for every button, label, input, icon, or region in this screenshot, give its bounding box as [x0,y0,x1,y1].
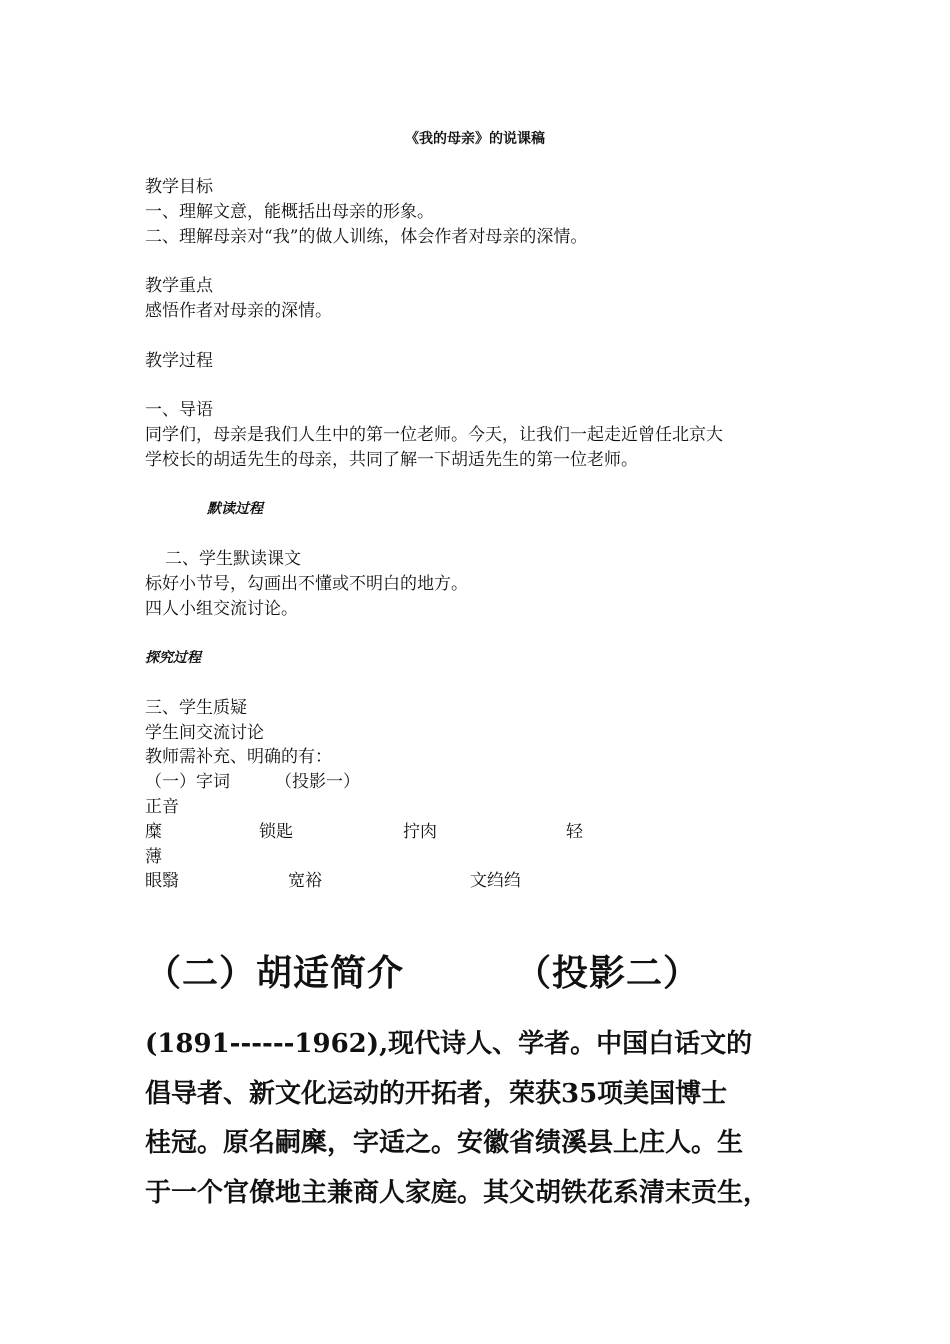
word-row [145,820,845,845]
goal-item: 二、理解母亲对“我”的做人训练，体会作者对母亲的深情。 [145,226,588,247]
word-row [145,869,845,894]
inquiry-line: 教师需补充、明确的有： [145,747,332,768]
silent-reading-label: 默读过程 [207,501,263,518]
process-heading: 教学过程 [145,350,213,371]
silent-reading-line: 标好小节号，勾画出不懂或不明白的地方。 [145,573,468,594]
word-item: 宽裕 [288,871,322,892]
projection-one: （投影一） [275,772,360,793]
focus-text: 感悟作者对母亲的深情。 [145,300,332,321]
document-title: 《我的母亲》的说课稿 [405,131,545,147]
bio-line: 于一个官僚地主兼商人家庭。其父胡铁花系清末贡生， [145,1177,770,1208]
bio-line: (1891------1962),现代诗人、学者。中国白话文的 [145,1029,753,1059]
hu-shi-bio [145,1020,845,1218]
focus-heading: 教学重点 [145,276,213,297]
silent-reading-heading: 二、学生默读课文 [165,548,301,569]
word-item: 眼翳 [145,871,179,892]
silent-reading-line: 四人小组交流讨论。 [145,598,298,619]
words-heading: （一）字词 [145,772,230,793]
word-item-wrap: 薄 [145,846,162,867]
word-item: 文绉绉 [470,871,521,892]
inquiry-label: 探究过程 [145,650,201,667]
pronunciation-label: 正音 [145,796,179,817]
word-item: 糜 [145,821,162,842]
words-heading-row [145,770,845,795]
bio-line: 桂冠。原名嗣穈，字适之。安徽省绩溪县上庄人。生 [145,1128,744,1158]
word-item: 拧肉 [403,821,437,842]
bio-line: 倡导者、新文化运动的开拓者，荣获35项美国博士 [145,1078,728,1109]
hu-shi-heading: （二）胡适简介 [145,952,405,994]
projection-two: （投影二） [515,952,701,994]
word-item: 锁匙 [259,821,293,842]
intro-heading: 一、导语 [145,400,213,421]
lesson-plan-body [145,175,845,894]
goal-item: 一、理解文意，能概括出母亲的形象。 [145,201,434,222]
intro-line: 同学们，母亲是我们人生中的第一位老师。今天，让我们一起走近曾任北京大 [145,424,723,445]
word-item: 轻 [566,821,583,842]
goals-heading: 教学目标 [145,177,213,197]
intro-line: 学校长的胡适先生的母亲，共同了解一下胡适先生的第一位老师。 [145,449,638,470]
inquiry-heading: 三、学生质疑 [145,697,247,718]
inquiry-line: 学生间交流讨论 [145,722,264,743]
